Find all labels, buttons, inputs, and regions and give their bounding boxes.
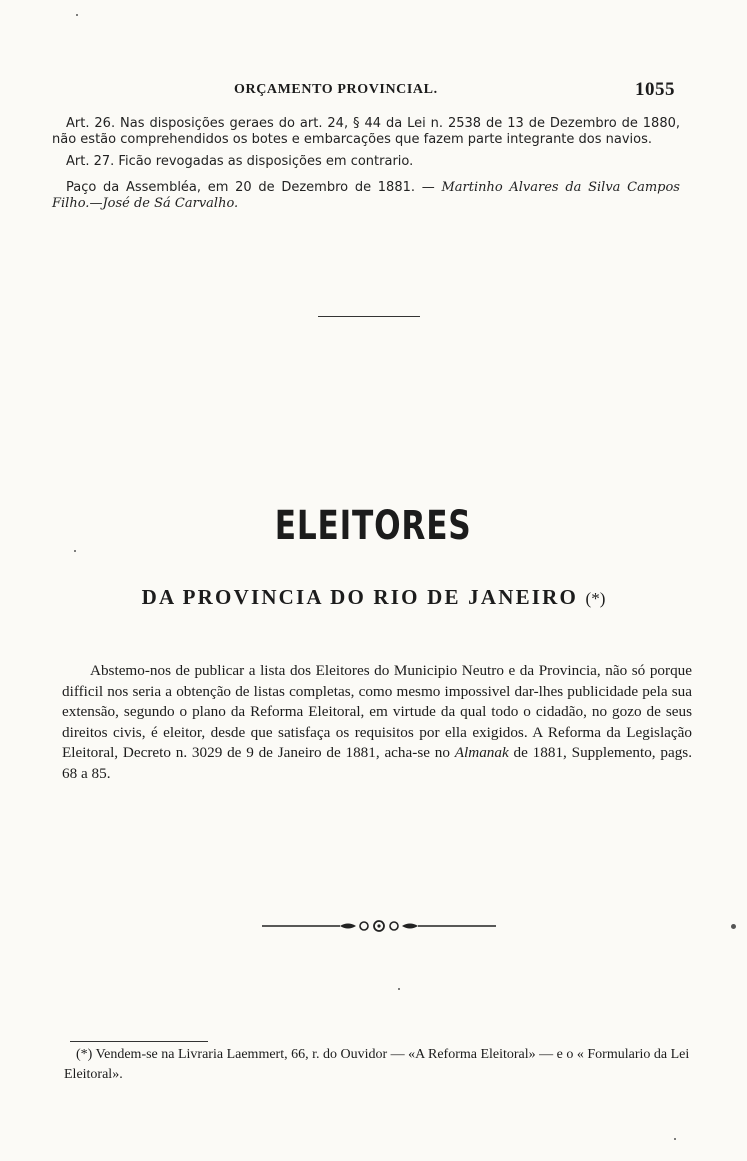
article-26 [52, 116, 680, 148]
paper-speck [76, 14, 78, 16]
section-title: ELEITORES [274, 503, 472, 549]
paper-speck [674, 1138, 676, 1140]
paragraph-end: de 1881, Supplemento, pags. 68 a 85. [62, 744, 693, 782]
paper-speck [731, 924, 736, 929]
page-number: 1055 [635, 79, 675, 100]
signature-names: Martinho Alvares da Silva Campos Filho.—José de Sá Carvalho. [52, 180, 680, 211]
running-title: ORÇAMENTO PROVINCIAL. [234, 82, 438, 97]
section-subtitle [0, 585, 747, 610]
paragraph-main: Abstemo-nos de publicar a lista dos Eleitores do Municipio Neutro e da Provincia, não só porque difficil nos seria a obtenção de listas completas, como mesmo impossivel dar-lhes publicidade pela sua extensão, segundo o plano da Reforma Eleitoral, em virtude da qual todo o cidadão, no gozo de seus direitos civis, é eleitor, desde que satisfaça os requisitos por ella exigidos. A Reforma da Legislação Eleitoral, Decreto n. 3029 de 9 de Janeiro de 1881, acha-se no [62, 662, 692, 761]
section-divider [318, 316, 420, 317]
article-27-label: Art. 27. [66, 154, 115, 169]
almanak-italic: Almanak [454, 744, 509, 761]
footnote [64, 1045, 696, 1085]
paragraph [62, 661, 692, 784]
article-27 [52, 154, 680, 170]
body-paragraph [62, 661, 692, 784]
paper-speck [74, 550, 76, 552]
footnote-divider [70, 1041, 208, 1042]
article-26-label: Art. 26. [66, 116, 116, 131]
footnote-reference: (*) [585, 589, 606, 608]
ornament-divider [262, 918, 496, 934]
footnote-text: (*) Vendem-se na Livraria Laemmert, 66, r. do Ouvidor — «A Reforma Eleitoral» — e o « Formulario da Lei Eleitoral». [64, 1047, 690, 1082]
article-26-text: Nas disposições geraes do art. 24, § 44 da Lei n. 2538 de 13 de Dezembro de 1880, não estão comprehendidos os botes e embarcações que fazem parte integrante dos navios. [52, 116, 681, 147]
paper-speck [398, 988, 400, 990]
decree-text [52, 116, 680, 218]
signature-place-date: Paço da Assembléa, em 20 de Dezembro de 1881. — [66, 180, 435, 195]
subtitle-text: DA PROVINCIA DO RIO DE JANEIRO [141, 585, 579, 609]
decree-signature [52, 180, 680, 212]
article-27-text: Ficão revogadas as disposições em contrario. [118, 154, 414, 169]
running-header [0, 79, 747, 106]
